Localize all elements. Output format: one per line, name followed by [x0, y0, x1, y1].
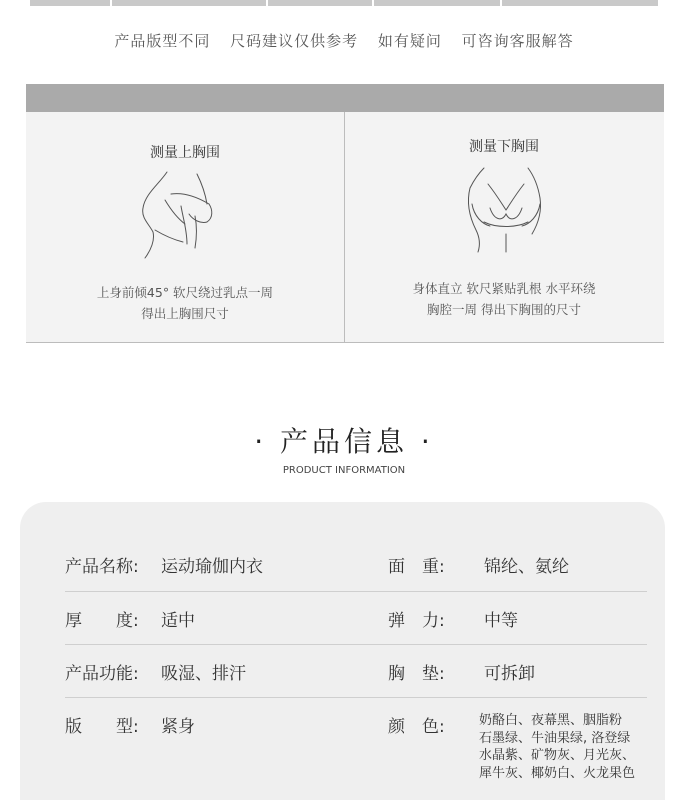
pad-value: 可拆卸 [484, 664, 535, 684]
elastic-value: 中等 [484, 611, 518, 631]
info-row-fit [65, 697, 647, 788]
function-label: 产品功能: [65, 664, 139, 684]
fabric-value: 锦纶、氨纶 [484, 557, 569, 577]
thickness-value: 适中 [161, 611, 195, 631]
size-disclaimer: 产品版型不同 尺码建议仅供参考 如有疑问 可咨询客服解答 [114, 32, 574, 50]
top-divider-bar [30, 0, 658, 6]
info-row-function [65, 644, 647, 698]
section-title: · 产品信息 · [254, 425, 434, 458]
product-info-card [20, 502, 665, 800]
color-line: 石墨绿、牛油果绿, 洛登绿 [479, 730, 631, 746]
color-line: 犀牛灰、椰奶白、火龙果色 [479, 765, 636, 781]
info-row-thickness [65, 591, 647, 645]
lower-bust-desc-line2: 胸腔一周 得出下胸围的尺寸 [427, 302, 581, 317]
color-line: 水晶紫、矿物灰、月光灰、 [479, 748, 636, 763]
thickness-label: 厚 度: [65, 611, 139, 631]
upper-bust-description [26, 282, 344, 324]
upper-bust-desc-line1: 上身前倾45° 软尺绕过乳点一周 [96, 285, 274, 300]
name-value: 运动瑜伽内衣 [161, 557, 263, 577]
lower-bust-desc-line1: 身体直立 软尺紧贴乳根 水平环绕 [412, 281, 596, 296]
upper-bust-panel [26, 112, 344, 342]
color-list [479, 712, 649, 782]
upper-bust-figure [125, 170, 245, 260]
fit-label: 版 型: [65, 717, 139, 737]
lower-bust-panel [345, 112, 663, 342]
lower-bust-title: 测量下胸围 [469, 139, 539, 155]
upper-bust-title: 测量上胸围 [150, 145, 220, 161]
function-value: 吸湿、排汗 [161, 664, 246, 684]
info-row-name [65, 538, 647, 591]
section-subtitle: PRODUCT INFORMATION [282, 465, 406, 476]
elastic-label: 弹 力: [388, 611, 445, 631]
guide-header-band [26, 84, 664, 112]
color-line: 奶酪白、夜幕黑、胭脂粉 [479, 713, 623, 728]
lower-bust-figure [444, 164, 564, 254]
fabric-label: 面 重: [388, 557, 445, 577]
pad-label: 胸 垫: [388, 664, 445, 684]
name-label: 产品名称: [65, 557, 139, 577]
lower-bust-description [345, 278, 663, 320]
color-label: 颜 色: [388, 717, 445, 737]
upper-bust-desc-line2: 得出上胸围尺寸 [141, 306, 229, 321]
fit-value: 紧身 [161, 717, 195, 737]
measurement-guide [26, 84, 664, 343]
